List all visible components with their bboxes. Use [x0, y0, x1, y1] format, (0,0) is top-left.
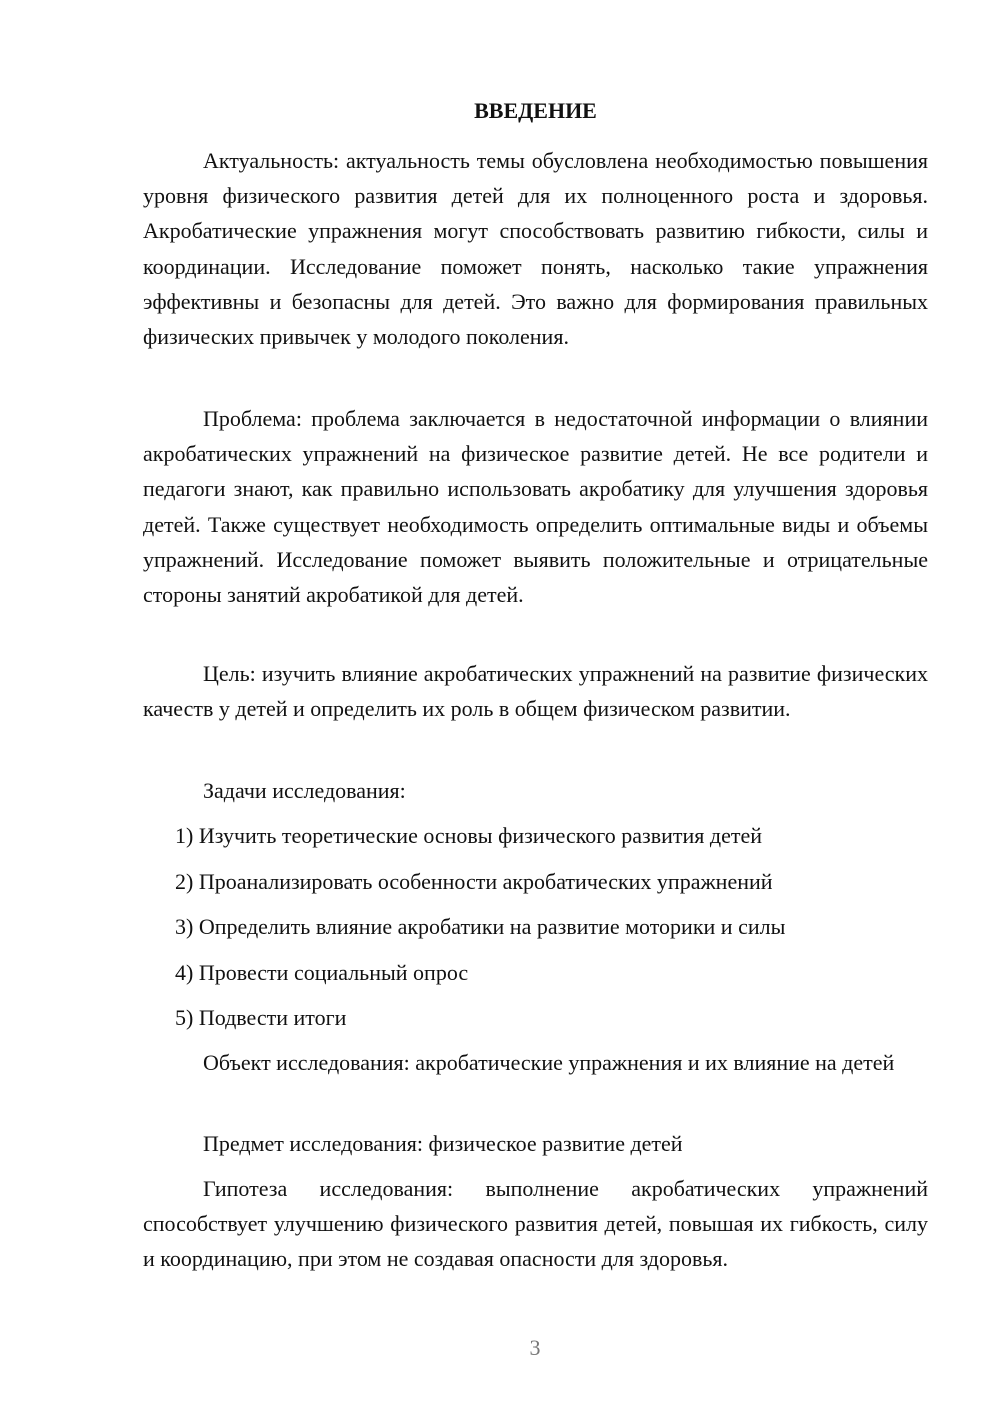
list-item: 4) Провести социальный опрос [175, 959, 469, 985]
tasks-heading: Задачи исследования: [203, 778, 406, 803]
problem-paragraph: Проблема: проблема заключается в недостаточной информации о влиянии акробатических упражнений на физическое развитие детей. Не все родители и педагоги знают, как правильно использовать акробатику для улучшения здоровья детей. Также существует необходимость определить оптимальные виды и объемы упражнений. Исследование поможет выявить положительные и отрицательные стороны занятий акробатикой для детей. [143, 406, 928, 608]
subject-paragraph: Предмет исследования: физическое развитие детей [203, 1131, 683, 1156]
page-title: ВВЕДЕНИЕ [474, 98, 597, 123]
object-paragraph: Объект исследования: акробатические упражнения и их влияние на детей [203, 1050, 895, 1075]
list-item: 2) Проанализировать особенности акробатических упражнений [175, 868, 773, 894]
relevance-paragraph: Актуальность: актуальность темы обусловлена необходимостью повышения уровня физического развития детей для их полноценного роста и здоровья. Акробатические упражнения могут способствовать развитию гибкости, силы и координации. Исследование поможет понять, насколько такие упражнения эффективны и безопасны для детей. Это важно для формирования правильных физических привычек у молодого поколения. [143, 148, 928, 350]
hypothesis-paragraph: Гипотеза исследования: выполнение акробатических упражнений способствует улучшению физического развития детей, повышая их гибкость, силу и координацию, при этом не создавая опасности для здоровья. [143, 1176, 928, 1272]
goal-paragraph: Цель: изучить влияние акробатических упражнений на развитие физических качеств у детей и определить их роль в общем физическом развитии. [143, 661, 928, 722]
tasks-list [175, 818, 928, 1046]
list-item: 5) Подвести итоги [175, 1005, 347, 1030]
list-item: 3) Определить влияние акробатики на развитие моторики и силы [175, 914, 786, 939]
list-item: 1) Изучить теоретические основы физического развития детей [175, 823, 762, 848]
page-number: 3 [529, 1335, 541, 1360]
